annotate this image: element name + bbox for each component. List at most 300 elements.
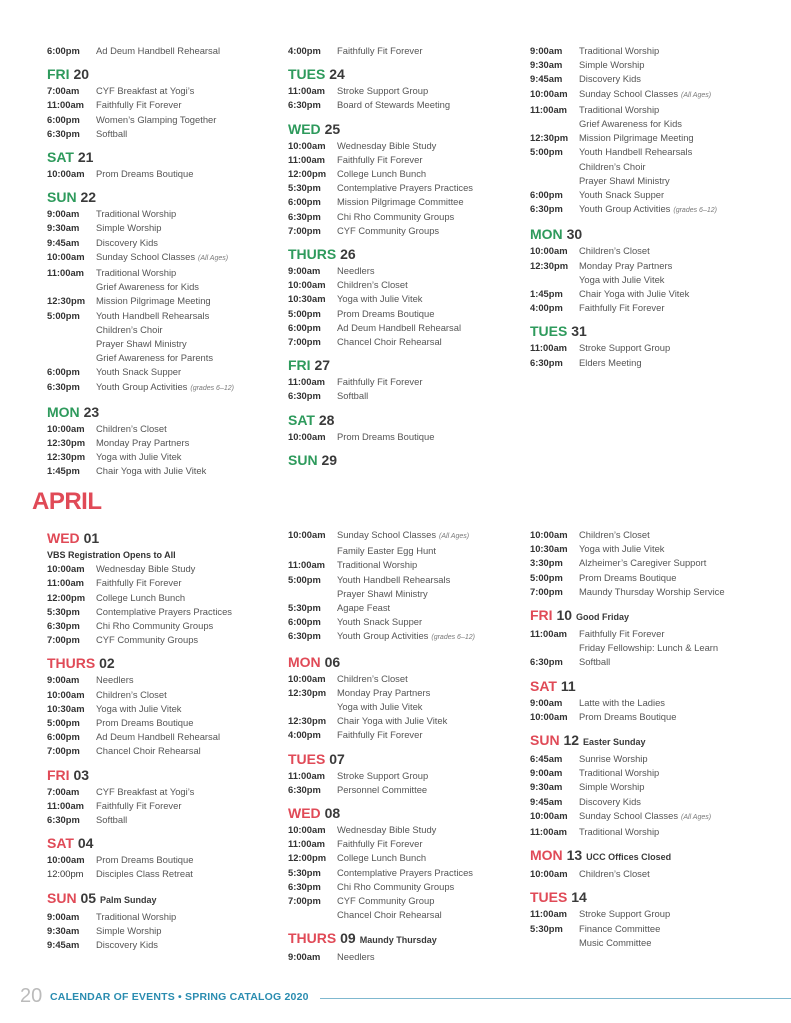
event-title bbox=[337, 84, 428, 98]
event-title-text: Chair Yoga with Julie Vitek bbox=[96, 465, 207, 477]
event-row bbox=[288, 866, 523, 880]
day-name: FRI bbox=[47, 66, 70, 83]
day-name: MON bbox=[288, 653, 321, 670]
day-number: 28 bbox=[318, 411, 335, 428]
event-title bbox=[96, 294, 211, 308]
event-row bbox=[530, 356, 765, 370]
event-row bbox=[47, 688, 282, 702]
event-title-text: Faithfully Fit Forever bbox=[579, 302, 665, 314]
event-title-text: Wednesday Bible Study bbox=[96, 563, 196, 575]
event-row bbox=[530, 301, 765, 315]
day-note: UCC Offices Closed bbox=[586, 852, 672, 863]
event-title-text: Yoga with Julie Vitek bbox=[337, 293, 423, 305]
event-title-text: Finance Committee bbox=[579, 922, 661, 934]
event-title bbox=[96, 167, 193, 181]
day-block bbox=[288, 528, 523, 646]
event-row bbox=[288, 880, 523, 894]
event-time: 7:00pm bbox=[530, 585, 563, 597]
event-time: 6:30pm bbox=[530, 656, 563, 668]
day-heading bbox=[288, 121, 523, 137]
event-time bbox=[530, 936, 579, 950]
day-heading bbox=[47, 66, 282, 82]
day-block bbox=[530, 889, 765, 950]
event-row bbox=[530, 867, 765, 881]
event-time: 10:00am bbox=[288, 672, 326, 684]
event-row bbox=[530, 131, 765, 145]
event-time: 6:00pm bbox=[47, 731, 80, 743]
event-time: 12:00pm bbox=[288, 168, 327, 180]
event-title-text: Chi Rho Community Groups bbox=[337, 210, 455, 222]
event-time: 9:30am bbox=[530, 781, 563, 793]
event-time: 9:00am bbox=[530, 45, 563, 56]
event-title bbox=[337, 783, 427, 797]
day-heading bbox=[530, 889, 765, 905]
event-title-text: Alzheimer’s Caregiver Support bbox=[579, 557, 707, 569]
event-time: 6:30pm bbox=[288, 99, 321, 111]
event-title bbox=[96, 113, 216, 127]
day-number: 05 bbox=[80, 889, 97, 906]
event-row bbox=[47, 167, 282, 181]
event-row bbox=[530, 585, 765, 599]
event-row bbox=[288, 278, 523, 292]
event-row bbox=[288, 430, 523, 444]
event-row bbox=[530, 273, 765, 287]
event-row bbox=[288, 181, 523, 195]
event-title bbox=[579, 936, 651, 950]
event-title bbox=[96, 221, 161, 235]
event-row bbox=[530, 809, 765, 825]
event-time: 5:00pm bbox=[530, 571, 563, 583]
event-time: 11:00am bbox=[288, 153, 326, 165]
event-title bbox=[96, 127, 127, 141]
event-title bbox=[579, 710, 676, 724]
event-time: 9:45am bbox=[47, 236, 80, 248]
event-row bbox=[288, 601, 523, 615]
day-number: 12 bbox=[563, 732, 580, 749]
event-title-text: Traditional Worship bbox=[579, 767, 660, 779]
event-title-text: Music Committee bbox=[579, 936, 652, 948]
event-time bbox=[288, 544, 337, 558]
event-time: 11:00am bbox=[288, 769, 326, 781]
event-title bbox=[337, 558, 417, 572]
event-title-text: Traditional Worship bbox=[579, 103, 660, 115]
day-name: THURS bbox=[47, 655, 96, 672]
event-title bbox=[337, 321, 461, 335]
event-title-text: Contemplative Prayers Practices bbox=[337, 182, 473, 194]
event-title bbox=[579, 542, 664, 556]
event-time: 1:45pm bbox=[47, 465, 80, 477]
event-time: 6:00pm bbox=[288, 616, 321, 628]
event-row bbox=[530, 287, 765, 301]
event-title bbox=[579, 766, 659, 780]
event-note: (grades 6–12) bbox=[673, 207, 717, 215]
event-title-text: Discovery Kids bbox=[579, 73, 641, 85]
event-row bbox=[47, 450, 282, 464]
day-name: SUN bbox=[47, 189, 77, 206]
event-title bbox=[96, 236, 158, 250]
day-heading bbox=[47, 767, 282, 783]
event-row bbox=[47, 464, 282, 478]
day-heading bbox=[530, 678, 765, 694]
event-row bbox=[288, 153, 523, 167]
event-time: 1:45pm bbox=[530, 288, 563, 300]
day-name: FRI bbox=[47, 766, 70, 783]
event-time: 7:00am bbox=[47, 85, 80, 97]
event-time: 11:00am bbox=[288, 376, 326, 388]
event-time: 12:30pm bbox=[530, 259, 569, 271]
event-time: 11:00am bbox=[530, 342, 568, 354]
day-block bbox=[288, 930, 523, 964]
event-title bbox=[96, 337, 187, 351]
event-title-text: Youth Snack Supper bbox=[96, 366, 182, 378]
event-row bbox=[47, 221, 282, 235]
event-row bbox=[47, 591, 282, 605]
event-time: 7:00am bbox=[47, 785, 80, 797]
event-row bbox=[530, 188, 765, 202]
day-block bbox=[530, 678, 765, 724]
event-row bbox=[47, 924, 282, 938]
day-number: 31 bbox=[571, 323, 587, 340]
event-row bbox=[530, 710, 765, 724]
event-title-text: Needlers bbox=[96, 674, 134, 686]
event-title bbox=[337, 335, 442, 349]
day-name: SAT bbox=[47, 149, 74, 166]
event-row bbox=[288, 307, 523, 321]
event-time: 10:30am bbox=[288, 293, 326, 305]
event-title bbox=[337, 98, 450, 112]
event-row bbox=[47, 337, 282, 351]
day-note: Good Friday bbox=[576, 612, 630, 623]
event-title bbox=[96, 924, 161, 938]
event-note: (All Ages) bbox=[198, 254, 229, 262]
event-row bbox=[47, 44, 282, 58]
day-name: SAT bbox=[288, 411, 315, 428]
event-time: 12:30pm bbox=[288, 715, 327, 727]
event-title bbox=[337, 181, 473, 195]
event-title bbox=[579, 809, 711, 825]
event-title-text: Children’s Closet bbox=[579, 245, 650, 257]
event-title bbox=[96, 605, 232, 619]
event-time: 10:00am bbox=[288, 824, 326, 836]
event-time: 11:00am bbox=[530, 628, 568, 640]
event-time: 11:00am bbox=[288, 559, 326, 571]
event-title bbox=[579, 301, 664, 315]
event-title-text: Contemplative Prayers Practices bbox=[96, 605, 232, 617]
event-row bbox=[47, 813, 282, 827]
event-title-text: Prayer Shawl Ministry bbox=[337, 587, 428, 599]
day-number: 07 bbox=[329, 750, 345, 767]
event-title bbox=[579, 259, 672, 273]
day-block bbox=[47, 835, 282, 881]
event-row bbox=[288, 894, 523, 908]
day-number: 21 bbox=[77, 149, 94, 166]
day-heading bbox=[288, 412, 523, 428]
day-heading bbox=[47, 149, 282, 165]
event-title bbox=[579, 585, 725, 599]
event-title-text: Stroke Support Group bbox=[337, 769, 429, 781]
day-banner: VBS Registration Opens to All bbox=[47, 550, 176, 560]
event-time: 7:00pm bbox=[47, 634, 80, 646]
day-name: TUES bbox=[288, 66, 326, 83]
day-heading bbox=[288, 654, 523, 670]
event-row bbox=[47, 785, 282, 799]
event-title-text: Agape Feast bbox=[337, 602, 391, 614]
event-title bbox=[337, 823, 436, 837]
day-heading bbox=[288, 930, 523, 948]
event-title-text: Youth Handbell Rehearsals bbox=[96, 309, 210, 321]
event-row bbox=[288, 389, 523, 403]
event-row bbox=[530, 571, 765, 585]
day-number: 26 bbox=[340, 246, 356, 263]
event-title bbox=[337, 601, 390, 615]
event-title-text: CYF Breakfast at Yogi’s bbox=[96, 85, 195, 97]
event-title bbox=[579, 922, 660, 936]
event-title bbox=[579, 752, 648, 766]
day-block bbox=[288, 805, 523, 922]
event-row bbox=[530, 641, 765, 655]
event-title-text: Sunday School Classes bbox=[96, 250, 196, 262]
event-time: 10:00am bbox=[288, 430, 326, 442]
day-heading bbox=[530, 226, 765, 242]
day-number: 14 bbox=[571, 889, 587, 906]
event-row bbox=[530, 780, 765, 794]
event-title bbox=[337, 44, 422, 58]
event-title bbox=[579, 571, 676, 585]
event-title-text: Women’s Glamping Together bbox=[96, 113, 217, 125]
event-time: 6:45am bbox=[530, 753, 563, 765]
event-title-text: Mission Pilgrimage Meeting bbox=[96, 295, 211, 307]
event-title bbox=[337, 278, 408, 292]
event-title-text: Needlers bbox=[337, 265, 375, 277]
event-title-text: Prom Dreams Boutique bbox=[579, 710, 677, 722]
day-note: Palm Sunday bbox=[100, 894, 157, 905]
event-row bbox=[288, 629, 523, 645]
footer-divider bbox=[320, 998, 791, 999]
event-time: 9:30am bbox=[47, 924, 80, 936]
day-number: 06 bbox=[324, 653, 341, 670]
event-title-text: Faithfully Fit Forever bbox=[96, 577, 182, 589]
event-row bbox=[47, 98, 282, 112]
event-time: 10:30am bbox=[530, 543, 568, 555]
day-number: 23 bbox=[83, 403, 100, 420]
day-block bbox=[47, 767, 282, 828]
day-block bbox=[288, 44, 523, 58]
day-name: MON bbox=[47, 403, 80, 420]
event-title bbox=[96, 716, 193, 730]
event-title-text: Latte with the Ladies bbox=[579, 696, 665, 708]
event-title bbox=[96, 250, 228, 266]
day-number: 13 bbox=[566, 847, 583, 864]
event-title bbox=[337, 686, 430, 700]
event-time: 10:00am bbox=[47, 250, 85, 262]
event-title-text: Monday Pray Partners bbox=[337, 686, 431, 698]
event-title-text: Traditional Worship bbox=[337, 559, 418, 571]
event-row bbox=[530, 528, 765, 542]
event-time: 11:00am bbox=[288, 85, 326, 97]
day-block bbox=[47, 530, 282, 647]
event-time: 3:30pm bbox=[530, 557, 563, 569]
event-title-text: Simple Worship bbox=[579, 781, 645, 793]
event-title bbox=[96, 702, 181, 716]
event-time: 9:30am bbox=[47, 222, 80, 234]
event-title bbox=[337, 950, 375, 964]
event-row bbox=[47, 938, 282, 952]
event-title bbox=[337, 672, 408, 686]
event-row bbox=[47, 744, 282, 758]
event-title-text: College Lunch Bunch bbox=[337, 168, 427, 180]
event-title bbox=[96, 813, 127, 827]
day-block bbox=[47, 404, 282, 479]
event-title-text: Traditional Worship bbox=[96, 267, 177, 279]
event-title bbox=[579, 867, 650, 881]
page-number: 20 bbox=[20, 985, 43, 1007]
event-title-text: Children’s Closet bbox=[96, 422, 167, 434]
march-column-2 bbox=[288, 44, 523, 476]
event-title-text: Monday Pray Partners bbox=[579, 259, 673, 271]
day-name: SUN bbox=[288, 451, 318, 468]
event-row bbox=[288, 615, 523, 629]
event-row bbox=[47, 84, 282, 98]
event-title bbox=[579, 244, 650, 258]
event-time: 11:00am bbox=[47, 99, 85, 111]
day-name: FRI bbox=[288, 357, 311, 374]
event-time bbox=[530, 273, 579, 287]
day-name: TUES bbox=[530, 889, 568, 906]
event-row bbox=[47, 127, 282, 141]
event-title bbox=[337, 880, 454, 894]
day-number: 03 bbox=[73, 766, 90, 783]
day-name: WED bbox=[288, 805, 321, 822]
event-time bbox=[530, 174, 579, 188]
event-row bbox=[530, 825, 765, 839]
event-title bbox=[579, 795, 641, 809]
event-row bbox=[288, 558, 523, 572]
event-title-text: Yoga with Julie Vitek bbox=[96, 451, 182, 463]
event-row bbox=[288, 823, 523, 837]
event-title bbox=[337, 769, 428, 783]
event-title-text: Yoga with Julie Vitek bbox=[337, 701, 423, 713]
event-title bbox=[579, 556, 706, 570]
event-time: 10:00am bbox=[530, 809, 568, 821]
event-title-text: CYF Breakfast at Yogi’s bbox=[96, 785, 195, 797]
day-heading bbox=[47, 890, 282, 908]
event-time: 4:00pm bbox=[288, 729, 321, 741]
event-title bbox=[579, 825, 659, 839]
event-title-text: Faithfully Fit Forever bbox=[337, 45, 423, 56]
event-title-text: Children’s Closet bbox=[337, 279, 408, 291]
event-row bbox=[530, 696, 765, 710]
day-block bbox=[530, 607, 765, 670]
event-row bbox=[288, 210, 523, 224]
event-title-text: Wednesday Bible Study bbox=[337, 824, 437, 836]
event-time bbox=[288, 908, 337, 922]
event-title-text: Prom Dreams Boutique bbox=[96, 168, 194, 180]
event-title bbox=[579, 72, 641, 86]
april-column-2 bbox=[288, 528, 523, 973]
event-title bbox=[579, 58, 644, 72]
day-heading bbox=[47, 835, 282, 851]
event-title bbox=[337, 894, 434, 908]
event-title bbox=[96, 380, 234, 396]
event-title-text: College Lunch Bunch bbox=[96, 591, 186, 603]
event-title-text: Prayer Shawl Ministry bbox=[579, 174, 670, 186]
event-title bbox=[337, 837, 422, 851]
event-row bbox=[47, 619, 282, 633]
event-title bbox=[337, 292, 422, 306]
day-heading bbox=[288, 66, 523, 82]
event-title bbox=[337, 224, 439, 238]
event-time: 10:00am bbox=[288, 139, 326, 151]
event-row bbox=[47, 702, 282, 716]
event-time: 7:00pm bbox=[288, 224, 321, 236]
event-title bbox=[96, 365, 181, 379]
event-time: 5:00pm bbox=[47, 717, 80, 729]
event-row bbox=[530, 341, 765, 355]
event-time bbox=[530, 641, 579, 655]
event-row bbox=[288, 908, 523, 922]
event-title-text: Disciples Class Retreat bbox=[96, 868, 193, 880]
event-title bbox=[337, 307, 434, 321]
event-title-text: Traditional Worship bbox=[96, 910, 177, 922]
event-row bbox=[530, 259, 765, 273]
event-row bbox=[530, 627, 765, 641]
event-time: 9:00am bbox=[288, 951, 321, 963]
event-title-text: Chancel Choir Rehearsal bbox=[96, 745, 201, 757]
event-title-text: Board of Stewards Meeting bbox=[337, 99, 451, 111]
event-time: 10:00am bbox=[47, 422, 85, 434]
event-row bbox=[530, 44, 765, 58]
event-title-text: Personnel Committee bbox=[337, 783, 428, 795]
event-row bbox=[47, 236, 282, 250]
event-note: (All Ages) bbox=[681, 813, 712, 821]
event-row bbox=[288, 769, 523, 783]
march-column-1 bbox=[47, 44, 282, 487]
event-row bbox=[47, 730, 282, 744]
day-block bbox=[288, 357, 523, 403]
event-row bbox=[288, 700, 523, 714]
event-row bbox=[47, 633, 282, 647]
event-note: (grades 6–12) bbox=[190, 384, 234, 392]
event-time bbox=[47, 323, 96, 337]
event-time: 6:00pm bbox=[288, 321, 321, 333]
event-title-text: Ad Deum Handbell Rehearsal bbox=[96, 45, 221, 56]
day-name: MON bbox=[530, 847, 563, 864]
event-time: 9:30am bbox=[530, 59, 563, 71]
event-row bbox=[47, 799, 282, 813]
event-time: 6:30pm bbox=[530, 356, 563, 368]
event-title-text: Children’s Choir bbox=[579, 160, 646, 172]
event-row bbox=[47, 250, 282, 266]
event-title-text: Prayer Shawl Ministry bbox=[96, 338, 187, 350]
day-block bbox=[288, 121, 523, 238]
day-name: TUES bbox=[530, 323, 568, 340]
event-title bbox=[96, 207, 176, 221]
day-number: 24 bbox=[329, 66, 345, 83]
event-title-text: Chancel Choir Rehearsal bbox=[337, 336, 442, 348]
day-number: 01 bbox=[83, 530, 100, 546]
event-row bbox=[530, 72, 765, 86]
event-title bbox=[96, 266, 176, 280]
day-block bbox=[47, 44, 282, 58]
event-time: 9:00am bbox=[530, 696, 563, 708]
day-name: WED bbox=[288, 120, 321, 137]
day-number: 09 bbox=[340, 930, 356, 947]
event-title-text: Grief Awareness for Kids bbox=[579, 118, 682, 130]
event-row bbox=[288, 587, 523, 601]
day-name: WED bbox=[47, 530, 80, 546]
event-time: 10:00am bbox=[47, 688, 85, 700]
event-title-text: Chi Rho Community Groups bbox=[96, 620, 214, 632]
